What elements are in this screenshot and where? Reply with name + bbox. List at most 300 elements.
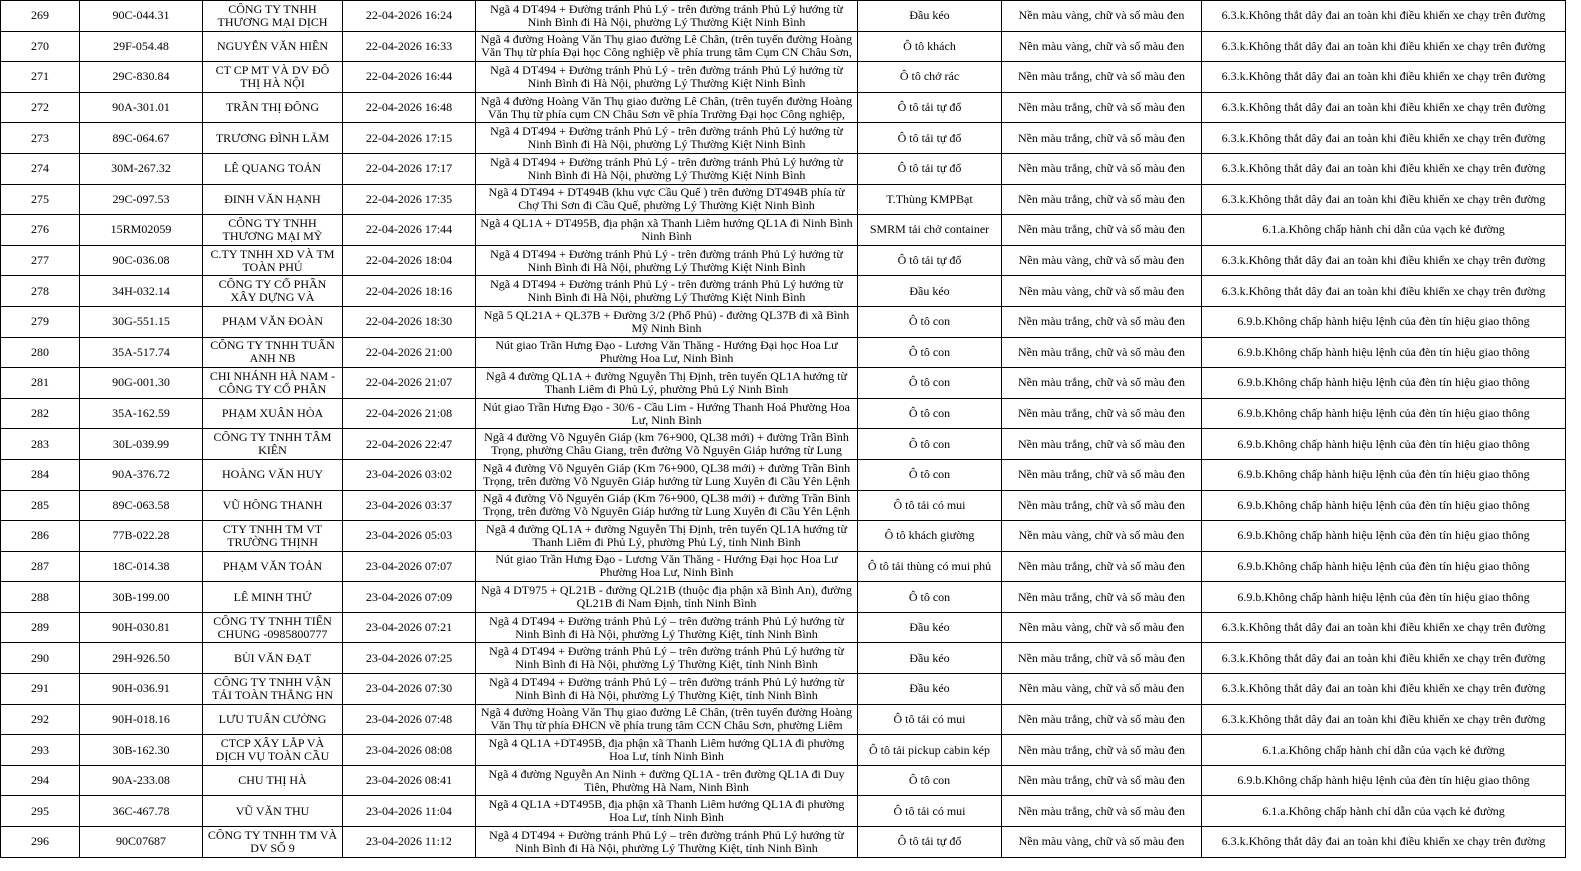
cell-plate-color: Nền màu vàng, chữ và số màu đen [1002,276,1202,307]
cell-plate: 90G-001.30 [80,368,203,399]
cell-vehicle-type: Ô tô tải có mui [858,704,1002,735]
cell-plate: 90H-018.16 [80,704,203,735]
cell-owner [203,704,343,735]
cell-location-text: Ngã 4 DT494 + Đường tránh Phủ Lý - trên đường tránh Phủ Lý hướng từ Ninh Bình đi Hà Nội, phường Lý Thường Kiệt Ninh Bình [490,247,843,274]
cell-vehicle-type: Ô tô tải có mui [858,490,1002,521]
table-row [1,337,1566,368]
cell-vehicle-type: Ô tô con [858,306,1002,337]
cell-vehicle-type: Đầu kéo [858,674,1002,705]
cell-stt: 287 [1,551,80,582]
table-row [1,153,1566,184]
cell-stt: 269 [1,1,80,32]
cell-vehicle-type: Ô tô con [858,337,1002,368]
table-row [1,521,1566,552]
cell-violation: 6.3.k.Không thắt dây đai an toàn khi điều khiển xe chạy trên đường [1202,674,1566,705]
cell-location [476,582,858,613]
cell-vehicle-type: Ô tô chở rác [858,62,1002,93]
cell-location-text: Ngã 4 đường QL1A + đường Nguyễn Thị Định, trên tuyến QL1A hướng từ Thanh Liêm đi Phủ Lý, phường Phủ Lý Ninh Bình [486,369,847,396]
cell-owner-text: CÔNG TY TNHH TM VÀ DV SỐ 9 [207,828,338,855]
cell-location [476,521,858,552]
cell-owner [203,796,343,827]
cell-stt: 288 [1,582,80,613]
cell-violation: 6.9.b.Không chấp hành hiệu lệnh của đèn tín hiệu giao thông [1202,765,1566,796]
cell-owner-text: CHI NHÁNH HÀ NAM - CÔNG TY CỔ PHẦN [209,369,336,396]
table-row [1,827,1566,858]
cell-vehicle-type: Ô tô tải tự đổ [858,827,1002,858]
table-row [1,31,1566,62]
cell-location [476,306,858,337]
table-row [1,368,1566,399]
cell-plate-color: Nền màu trắng, chữ và số màu đen [1002,490,1202,521]
cell-plate: 77B-022.28 [80,521,203,552]
cell-stt: 294 [1,765,80,796]
cell-location [476,31,858,62]
cell-vehicle-type: Ô tô con [858,398,1002,429]
cell-owner-text: CÔNG TY TNHH VẬN TẢI TOÀN THẮNG HN [212,675,333,702]
cell-location [476,827,858,858]
cell-stt: 278 [1,276,80,307]
cell-violation: 6.3.k.Không thắt dây đai an toàn khi điều khiển xe chạy trên đường [1202,62,1566,93]
cell-plate-color: Nền màu trắng, chữ và số màu đen [1002,398,1202,429]
cell-plate-color: Nền màu trắng, chữ và số màu đen [1002,735,1202,766]
cell-owner [203,827,343,858]
cell-plate-color: Nền màu trắng, chữ và số màu đen [1002,123,1202,154]
cell-location-text: Ngã 4 DT494 + Đường tránh Phủ Lý - trên đường tránh Phủ Lý hướng từ Ninh Bình đi Hà Nội, phường Lý Thường Kiệt Ninh Bình [490,2,843,29]
cell-violation: 6.9.b.Không chấp hành hiệu lệnh của đèn tín hiệu giao thông [1202,337,1566,368]
cell-plate-color: Nền màu trắng, chữ và số màu đen [1002,368,1202,399]
cell-location [476,674,858,705]
cell-stt: 284 [1,459,80,490]
cell-owner-text: CÔNG TY TNHH TUẤN ANH NB [210,339,335,366]
cell-location-text: Ngã 4 DT494 + Đường tránh Phủ Lý - trên đường tránh Phủ Lý hướng từ Ninh Bình đi Hà Nội, phường Lý Thường Kiệt Ninh Bình [490,63,843,90]
cell-vehicle-type: Ô tô tải thùng có mui phủ [858,551,1002,582]
cell-plate-color: Nền màu vàng, chữ và số màu đen [1002,674,1202,705]
cell-location [476,1,858,32]
table-row [1,674,1566,705]
cell-owner [203,521,343,552]
cell-violation: 6.9.b.Không chấp hành hiệu lệnh của đèn tín hiệu giao thông [1202,306,1566,337]
cell-plate-color: Nền màu trắng, chữ và số màu đen [1002,582,1202,613]
cell-owner [203,276,343,307]
cell-plate-color: Nền màu trắng, chữ và số màu đen [1002,765,1202,796]
cell-time: 23-04-2026 05:03 [343,521,476,552]
cell-plate-color: Nền màu vàng, chữ và số màu đen [1002,521,1202,552]
cell-time: 22-04-2026 17:44 [343,215,476,246]
cell-vehicle-type: Đầu kéo [858,1,1002,32]
cell-location-text: Ngã 4 QL1A +DT495B, địa phận xã Thanh Liêm hướng QL1A đi phường Hoa Lư, tỉnh Ninh Bình [488,798,845,825]
cell-violation: 6.9.b.Không chấp hành hiệu lệnh của đèn tín hiệu giao thông [1202,551,1566,582]
cell-location-text: Ngã 4 DT494 + Đường tránh Phủ Lý - trên đường tránh Phủ Lý hướng từ Ninh Bình đi Hà Nội, phường Lý Thường Kiệt Ninh Bình [490,125,843,152]
cell-plate: 30B-162.30 [80,735,203,766]
cell-time: 23-04-2026 03:02 [343,459,476,490]
cell-owner [203,735,343,766]
cell-owner-text: CÔNG TY TNHH THƯƠNG MẠI DỊCH [217,2,328,29]
cell-plate: 29C-097.53 [80,184,203,215]
cell-vehicle-type: Ô tô tải tự đổ [858,245,1002,276]
cell-location-text: Ngã 4 đường Hoàng Văn Thụ giao đường Lê Chân, (trên tuyến đường Hoàng Văn Thụ từ phía ĐHCN về phía trung tâm CCN Châu Sơn, phường Liêm [480,706,853,733]
cell-time: 23-04-2026 07:07 [343,551,476,582]
cell-plate: 90H-030.81 [80,612,203,643]
cell-owner-text: CT CP MT VÀ DV ĐÔ THỊ HÀ NỘI [215,63,330,90]
cell-time: 23-04-2026 03:37 [343,490,476,521]
cell-location-text: Ngã 4 đường Võ Nguyên Giáp (Km 76+900, QL38 mới) + đường Trần Bình Trọng, trên đường Võ Nguyên Giáp hướng từ Lung Xuyên đi Cầu Yên Lệnh [482,492,851,519]
cell-stt: 292 [1,704,80,735]
cell-plate: 90C07687 [80,827,203,858]
cell-violation: 6.3.k.Không thắt dây đai an toàn khi điều khiển xe chạy trên đường [1202,612,1566,643]
cell-plate-color: Nền màu trắng, chữ và số màu đen [1002,337,1202,368]
cell-owner [203,62,343,93]
cell-owner-text: VŨ HỒNG THANH [222,498,323,512]
cell-plate: 35A-517.74 [80,337,203,368]
cell-violation: 6.3.k.Không thắt dây đai an toàn khi điều khiển xe chạy trên đường [1202,276,1566,307]
table-row [1,123,1566,154]
cell-plate: 90C-036.08 [80,245,203,276]
cell-location-text: Ngã 4 đường Võ Nguyên Giáp (Km 76+900, QL38 mới) + đường Trần Bình Trọng, trên đường Võ Nguyên Giáp hướng từ Lung Xuyên đi Cầu Yên Lệnh [482,461,851,488]
cell-plate: 89C-063.58 [80,490,203,521]
cell-vehicle-type: Ô tô con [858,368,1002,399]
cell-owner [203,184,343,215]
cell-plate-color: Nền màu trắng, chữ và số màu đen [1002,62,1202,93]
table-row [1,92,1566,123]
table-row [1,184,1566,215]
cell-violation: 6.3.k.Không thắt dây đai an toàn khi điều khiển xe chạy trên đường [1202,827,1566,858]
cell-plate-color: Nền màu trắng, chữ và số màu đen [1002,551,1202,582]
cell-plate-color: Nền màu trắng, chữ và số màu đen [1002,459,1202,490]
cell-owner-text: CTCP XÂY LẮP VÀ DỊCH VỤ TOÀN CẦU [215,737,330,764]
cell-location [476,276,858,307]
table-row [1,704,1566,735]
cell-plate: 90A-301.01 [80,92,203,123]
table-row [1,612,1566,643]
cell-vehicle-type: Đầu kéo [858,643,1002,674]
cell-owner [203,674,343,705]
cell-owner-text: HOÀNG VĂN HUY [221,468,324,482]
cell-time: 23-04-2026 07:09 [343,582,476,613]
table-row [1,306,1566,337]
cell-owner-text: C.TY TNHH XD VÀ TM TOÀN PHÚ [210,247,335,274]
cell-vehicle-type: Ô tô con [858,582,1002,613]
table-row [1,796,1566,827]
cell-location [476,62,858,93]
cell-time: 22-04-2026 16:33 [343,31,476,62]
cell-vehicle-type: Đầu kéo [858,276,1002,307]
cell-plate: 36C-467.78 [80,796,203,827]
cell-location-text: Ngã 4 DT494 + Đường tránh Phủ Lý - trên đường tránh Phủ Lý hướng từ Ninh Bình đi Hà Nội, phường Lý Thường Kiệt Ninh Bình [490,278,843,305]
cell-location [476,184,858,215]
cell-violation: 6.1.a.Không chấp hành chỉ dẫn của vạch kẻ đường [1202,215,1566,246]
cell-location-text: Ngã 4 đường Hoàng Văn Thụ giao đường Lê Chân, (trên tuyến đường Hoàng Văn Thụ từ phía Đại học Công nghiệp về phía trung tâm Cụm CN Châu Sơn, [480,33,853,60]
cell-stt: 291 [1,674,80,705]
cell-time: 23-04-2026 07:30 [343,674,476,705]
cell-location-text: Ngã 4 QL1A +DT495B, địa phận xã Thanh Liêm hướng QL1A đi phường Hoa Lư, tỉnh Ninh Bình [488,737,845,764]
cell-vehicle-type: Ô tô khách [858,31,1002,62]
table-row [1,643,1566,674]
table-row [1,735,1566,766]
cell-stt: 281 [1,368,80,399]
cell-location-text: Ngã 5 QL21A + QL37B + Đường 3/2 (Phố Phủ) - đường QL37B đi xã Bình Mỹ Ninh Bình [483,308,850,335]
cell-owner [203,123,343,154]
table-row [1,582,1566,613]
cell-location [476,612,858,643]
cell-time: 22-04-2026 16:24 [343,1,476,32]
cell-vehicle-type: Ô tô tải pickup cabin kép [858,735,1002,766]
cell-time: 23-04-2026 11:04 [343,796,476,827]
cell-location-text: Ngã 4 DT494 + Đường tránh Phủ Lý – trên đường tránh Phủ Lý hướng từ Ninh Bình đi Hà Nội, phường Lý Thường Kiệt, tỉnh Ninh Bình [489,828,844,855]
cell-plate: 90A-233.08 [80,765,203,796]
cell-plate-color: Nền màu vàng, chữ và số màu đen [1002,612,1202,643]
cell-stt: 277 [1,245,80,276]
cell-owner [203,153,343,184]
cell-time: 23-04-2026 08:08 [343,735,476,766]
cell-time: 22-04-2026 17:35 [343,184,476,215]
cell-time: 23-04-2026 07:21 [343,612,476,643]
cell-location-text: Ngã 4 DT494 + Đường tránh Phủ Lý – trên đường tránh Phủ Lý hướng từ Ninh Bình đi Hà Nội, phường Lý Thường Kiệt, tỉnh Ninh Bình [489,645,844,672]
table-row [1,398,1566,429]
cell-violation: 6.3.k.Không thắt dây đai an toàn khi điều khiển xe chạy trên đường [1202,1,1566,32]
cell-vehicle-type: Ô tô tải tự đổ [858,153,1002,184]
cell-plate-color: Nền màu trắng, chữ và số màu đen [1002,306,1202,337]
cell-owner [203,398,343,429]
table-row [1,276,1566,307]
cell-owner [203,643,343,674]
cell-location-text: Ngã 4 DT975 + QL21B - đường QL21B (thuộc địa phận xã Bình An), đường QL21B đi Nam Định, tỉnh Ninh Bình [481,584,852,611]
cell-vehicle-type: Ô tô khách giường [858,521,1002,552]
cell-time: 23-04-2026 07:25 [343,643,476,674]
cell-owner [203,459,343,490]
cell-location [476,368,858,399]
cell-violation: 6.9.b.Không chấp hành hiệu lệnh của đèn tín hiệu giao thông [1202,459,1566,490]
cell-owner-text: LƯU TUẤN CƯỜNG [218,712,327,726]
cell-plate-color: Nền màu vàng, chữ và số màu đen [1002,245,1202,276]
cell-location [476,643,858,674]
cell-location [476,245,858,276]
cell-owner [203,490,343,521]
cell-location [476,215,858,246]
cell-location [476,153,858,184]
cell-plate: 35A-162.59 [80,398,203,429]
cell-plate-color: Nền màu trắng, chữ và số màu đen [1002,184,1202,215]
cell-plate-color: Nền màu trắng, chữ và số màu đen [1002,215,1202,246]
cell-owner [203,551,343,582]
cell-vehicle-type: Ô tô tải tự đổ [858,92,1002,123]
cell-location [476,337,858,368]
cell-violation: 6.3.k.Không thắt dây đai an toàn khi điều khiển xe chạy trên đường [1202,184,1566,215]
cell-location-text: Ngã 4 DT494 + DT494B (khu vực Cầu Quế ) trên đường DT494B phía từ Chợ Thi Sơn đi Cầu Quế, phường Lý Thường Kiệt Ninh Bình [488,186,845,213]
cell-owner-text: TRẦN THỊ ĐÔNG [225,101,320,115]
cell-owner-text: TRƯƠNG ĐÌNH LÃM [215,131,330,145]
cell-violation: 6.1.a.Không chấp hành chỉ dẫn của vạch kẻ đường [1202,735,1566,766]
cell-owner [203,245,343,276]
cell-stt: 272 [1,92,80,123]
cell-owner-text: NGUYỄN VĂN HIỀN [216,39,329,53]
table-row [1,429,1566,460]
cell-plate: 30L-039.99 [80,429,203,460]
cell-plate-color: Nền màu vàng, chữ và số màu đen [1002,827,1202,858]
cell-plate: 30B-199.00 [80,582,203,613]
cell-owner-text: CÔNG TY TNHH TIẾN CHUNG -0985800777 [213,614,332,641]
cell-location [476,398,858,429]
cell-violation: 6.3.k.Không thắt dây đai an toàn khi điều khiển xe chạy trên đường [1202,31,1566,62]
cell-location-text: Ngã 4 đường Hoàng Văn Thụ giao đường Lê Chân, (trên tuyến đường Hoàng Văn Thụ từ phía cụm CN Châu Sơn về phía Trường Đại học Công nghiệp, [480,94,853,121]
cell-time: 22-04-2026 21:00 [343,337,476,368]
cell-plate: 29C-830.84 [80,62,203,93]
cell-location [476,92,858,123]
cell-plate: 90A-376.72 [80,459,203,490]
cell-owner-text: CÔNG TY CỔ PHẦN XÂY DỰNG VÀ [218,278,327,305]
cell-location [476,459,858,490]
cell-violation: 6.9.b.Không chấp hành hiệu lệnh của đèn tín hiệu giao thông [1202,429,1566,460]
cell-plate: 29F-054.48 [80,31,203,62]
cell-location [476,735,858,766]
cell-violation: 6.9.b.Không chấp hành hiệu lệnh của đèn tín hiệu giao thông [1202,490,1566,521]
cell-stt: 271 [1,62,80,93]
cell-owner-text: LÊ QUANG TOẢN [224,162,321,176]
cell-time: 23-04-2026 07:48 [343,704,476,735]
cell-owner [203,612,343,643]
cell-owner-text: VŨ VĂN THU [235,804,310,818]
cell-owner [203,215,343,246]
cell-violation: 6.3.k.Không thắt dây đai an toàn khi điều khiển xe chạy trên đường [1202,92,1566,123]
cell-plate-color: Nền màu trắng, chữ và số màu đen [1002,704,1202,735]
cell-stt: 274 [1,153,80,184]
cell-vehicle-type: Ô tô tải tự đổ [858,123,1002,154]
cell-time: 22-04-2026 18:04 [343,245,476,276]
table-row [1,551,1566,582]
cell-owner [203,337,343,368]
cell-location [476,704,858,735]
cell-owner-text: CTY TNHH TM VT TRƯỜNG THỊNH [222,522,323,549]
cell-owner-text: CÔNG TY TNHH TÂM KIÊN [213,431,332,458]
cell-location-text: Nút giao Trần Hưng Đạo - 30/6 - Cầu Lim - Hướng Thanh Hoá Phường Hoa Lư, Ninh Bình [483,400,850,427]
cell-location-text: Ngã 4 DT494 + Đường tránh Phủ Lý - trên đường tránh Phủ Lý hướng từ Ninh Bình đi Hà Nội, phường Lý Thường Kiệt Ninh Bình [490,155,843,182]
cell-vehicle-type: T.Thùng KMPBạt [858,184,1002,215]
cell-owner-text: PHẠM XUÂN HÒA [221,407,324,421]
table-row [1,490,1566,521]
cell-owner-text: CHU THỊ HÀ [238,774,307,788]
table-row [1,245,1566,276]
cell-plate-color: Nền màu trắng, chữ và số màu đen [1002,429,1202,460]
cell-owner [203,765,343,796]
cell-time: 22-04-2026 22:47 [343,429,476,460]
cell-vehicle-type: Ô tô con [858,429,1002,460]
cell-violation: 6.9.b.Không chấp hành hiệu lệnh của đèn tín hiệu giao thông [1202,368,1566,399]
cell-time: 22-04-2026 16:48 [343,92,476,123]
cell-plate: 89C-064.67 [80,123,203,154]
cell-location [476,796,858,827]
cell-location [476,765,858,796]
cell-stt: 290 [1,643,80,674]
cell-stt: 285 [1,490,80,521]
cell-location-text: Ngã 4 đường QL1A + đường Nguyễn Thị Định, trên tuyến QL1A hướng từ Thanh Liêm đi Phủ Lý, phường Phủ Lý, tỉnh Ninh Bình [486,522,847,549]
cell-stt: 273 [1,123,80,154]
cell-location [476,123,858,154]
cell-plate: 15RM02059 [80,215,203,246]
cell-owner-text: PHẠM VĂN TOẢN [222,559,323,573]
cell-stt: 295 [1,796,80,827]
cell-plate-color: Nền màu trắng, chữ và số màu đen [1002,643,1202,674]
cell-plate-color: Nền màu vàng, chữ và số màu đen [1002,1,1202,32]
cell-owner-text: LÊ MINH THỨ [233,590,312,604]
cell-plate: 30M-267.32 [80,153,203,184]
cell-stt: 283 [1,429,80,460]
cell-violation: 6.9.b.Không chấp hành hiệu lệnh của đèn tín hiệu giao thông [1202,521,1566,552]
cell-owner-text: ĐINH VĂN HẠNH [224,192,321,206]
cell-time: 22-04-2026 17:15 [343,123,476,154]
cell-stt: 286 [1,521,80,552]
cell-location-text: Nút giao Trần Hưng Đạo - Lương Văn Thăng - Hướng Đại học Hoa Lư Phường Hoa Lư, Ninh Bình [495,553,838,580]
cell-location [476,429,858,460]
cell-time: 22-04-2026 17:17 [343,153,476,184]
cell-plate-color: Nền màu vàng, chữ và số màu đen [1002,31,1202,62]
table-row [1,1,1566,32]
cell-violation: 6.3.k.Không thắt dây đai an toàn khi điều khiển xe chạy trên đường [1202,643,1566,674]
cell-owner [203,582,343,613]
cell-violation: 6.9.b.Không chấp hành hiệu lệnh của đèn tín hiệu giao thông [1202,582,1566,613]
cell-vehicle-type: Ô tô con [858,765,1002,796]
cell-location-text: Nút giao Trần Hưng Đạo - Lương Văn Thăng - Hướng Đại học Hoa Lư Phường Hoa Lư, Ninh Bình [495,339,838,366]
table-body [1,1,1566,858]
cell-owner [203,429,343,460]
cell-owner [203,92,343,123]
cell-time: 22-04-2026 21:07 [343,368,476,399]
cell-stt: 296 [1,827,80,858]
cell-stt: 270 [1,31,80,62]
cell-owner-text: BÙI VĂN ĐẠT [233,651,312,665]
cell-stt: 289 [1,612,80,643]
table-row [1,215,1566,246]
cell-plate-color: Nền màu trắng, chữ và số màu đen [1002,92,1202,123]
cell-violation: 6.3.k.Không thắt dây đai an toàn khi điều khiển xe chạy trên đường [1202,704,1566,735]
table-row [1,62,1566,93]
cell-vehicle-type: Ô tô tải có mui [858,796,1002,827]
cell-stt: 279 [1,306,80,337]
cell-location [476,551,858,582]
cell-plate: 90H-036.91 [80,674,203,705]
cell-owner-text: PHẠM VĂN ĐOÀN [221,315,324,329]
cell-violation: 6.3.k.Không thắt dây đai an toàn khi điều khiển xe chạy trên đường [1202,245,1566,276]
cell-stt: 276 [1,215,80,246]
cell-plate-color: Nền màu trắng, chữ và số màu đen [1002,153,1202,184]
cell-plate: 18C-014.38 [80,551,203,582]
cell-owner-text: CÔNG TY TNHH THƯƠNG MẠI MỸ [222,216,323,243]
cell-owner [203,1,343,32]
cell-plate: 90C-044.31 [80,1,203,32]
cell-violation: 6.3.k.Không thắt dây đai an toàn khi điều khiển xe chạy trên đường [1202,123,1566,154]
cell-violation: 6.1.a.Không chấp hành chỉ dẫn của vạch kẻ đường [1202,796,1566,827]
cell-stt: 275 [1,184,80,215]
cell-time: 22-04-2026 18:16 [343,276,476,307]
cell-stt: 282 [1,398,80,429]
cell-plate-color: Nền màu trắng, chữ và số màu đen [1002,796,1202,827]
cell-location [476,490,858,521]
cell-stt: 293 [1,735,80,766]
cell-time: 22-04-2026 21:08 [343,398,476,429]
table-row [1,765,1566,796]
cell-violation: 6.3.k.Không thắt dây đai an toàn khi điều khiển xe chạy trên đường [1202,153,1566,184]
cell-violation: 6.9.b.Không chấp hành hiệu lệnh của đèn tín hiệu giao thông [1202,398,1566,429]
cell-stt: 280 [1,337,80,368]
cell-vehicle-type: Đầu kéo [858,612,1002,643]
cell-location-text: Ngã 4 QL1A + DT495B, địa phận xã Thanh Liêm hướng QL1A đi Ninh Bình Ninh Bình [480,216,853,243]
cell-time: 23-04-2026 11:12 [343,827,476,858]
cell-owner [203,368,343,399]
cell-plate: 34H-032.14 [80,276,203,307]
cell-location-text: Ngã 4 đường Nguyễn An Ninh + đường QL1A - trên đường QL1A đi Duy Tiên, Phường Hà Nam, Ninh Bình [488,767,845,794]
cell-time: 23-04-2026 08:41 [343,765,476,796]
cell-vehicle-type: SMRM tải chở container [858,215,1002,246]
cell-plate: 29H-926.50 [80,643,203,674]
cell-location-text: Ngã 4 DT494 + Đường tránh Phủ Lý – trên đường tránh Phủ Lý hướng từ Ninh Bình đi Hà Nội, phường Lý Thường Kiệt, tỉnh Ninh Bình [489,675,844,702]
